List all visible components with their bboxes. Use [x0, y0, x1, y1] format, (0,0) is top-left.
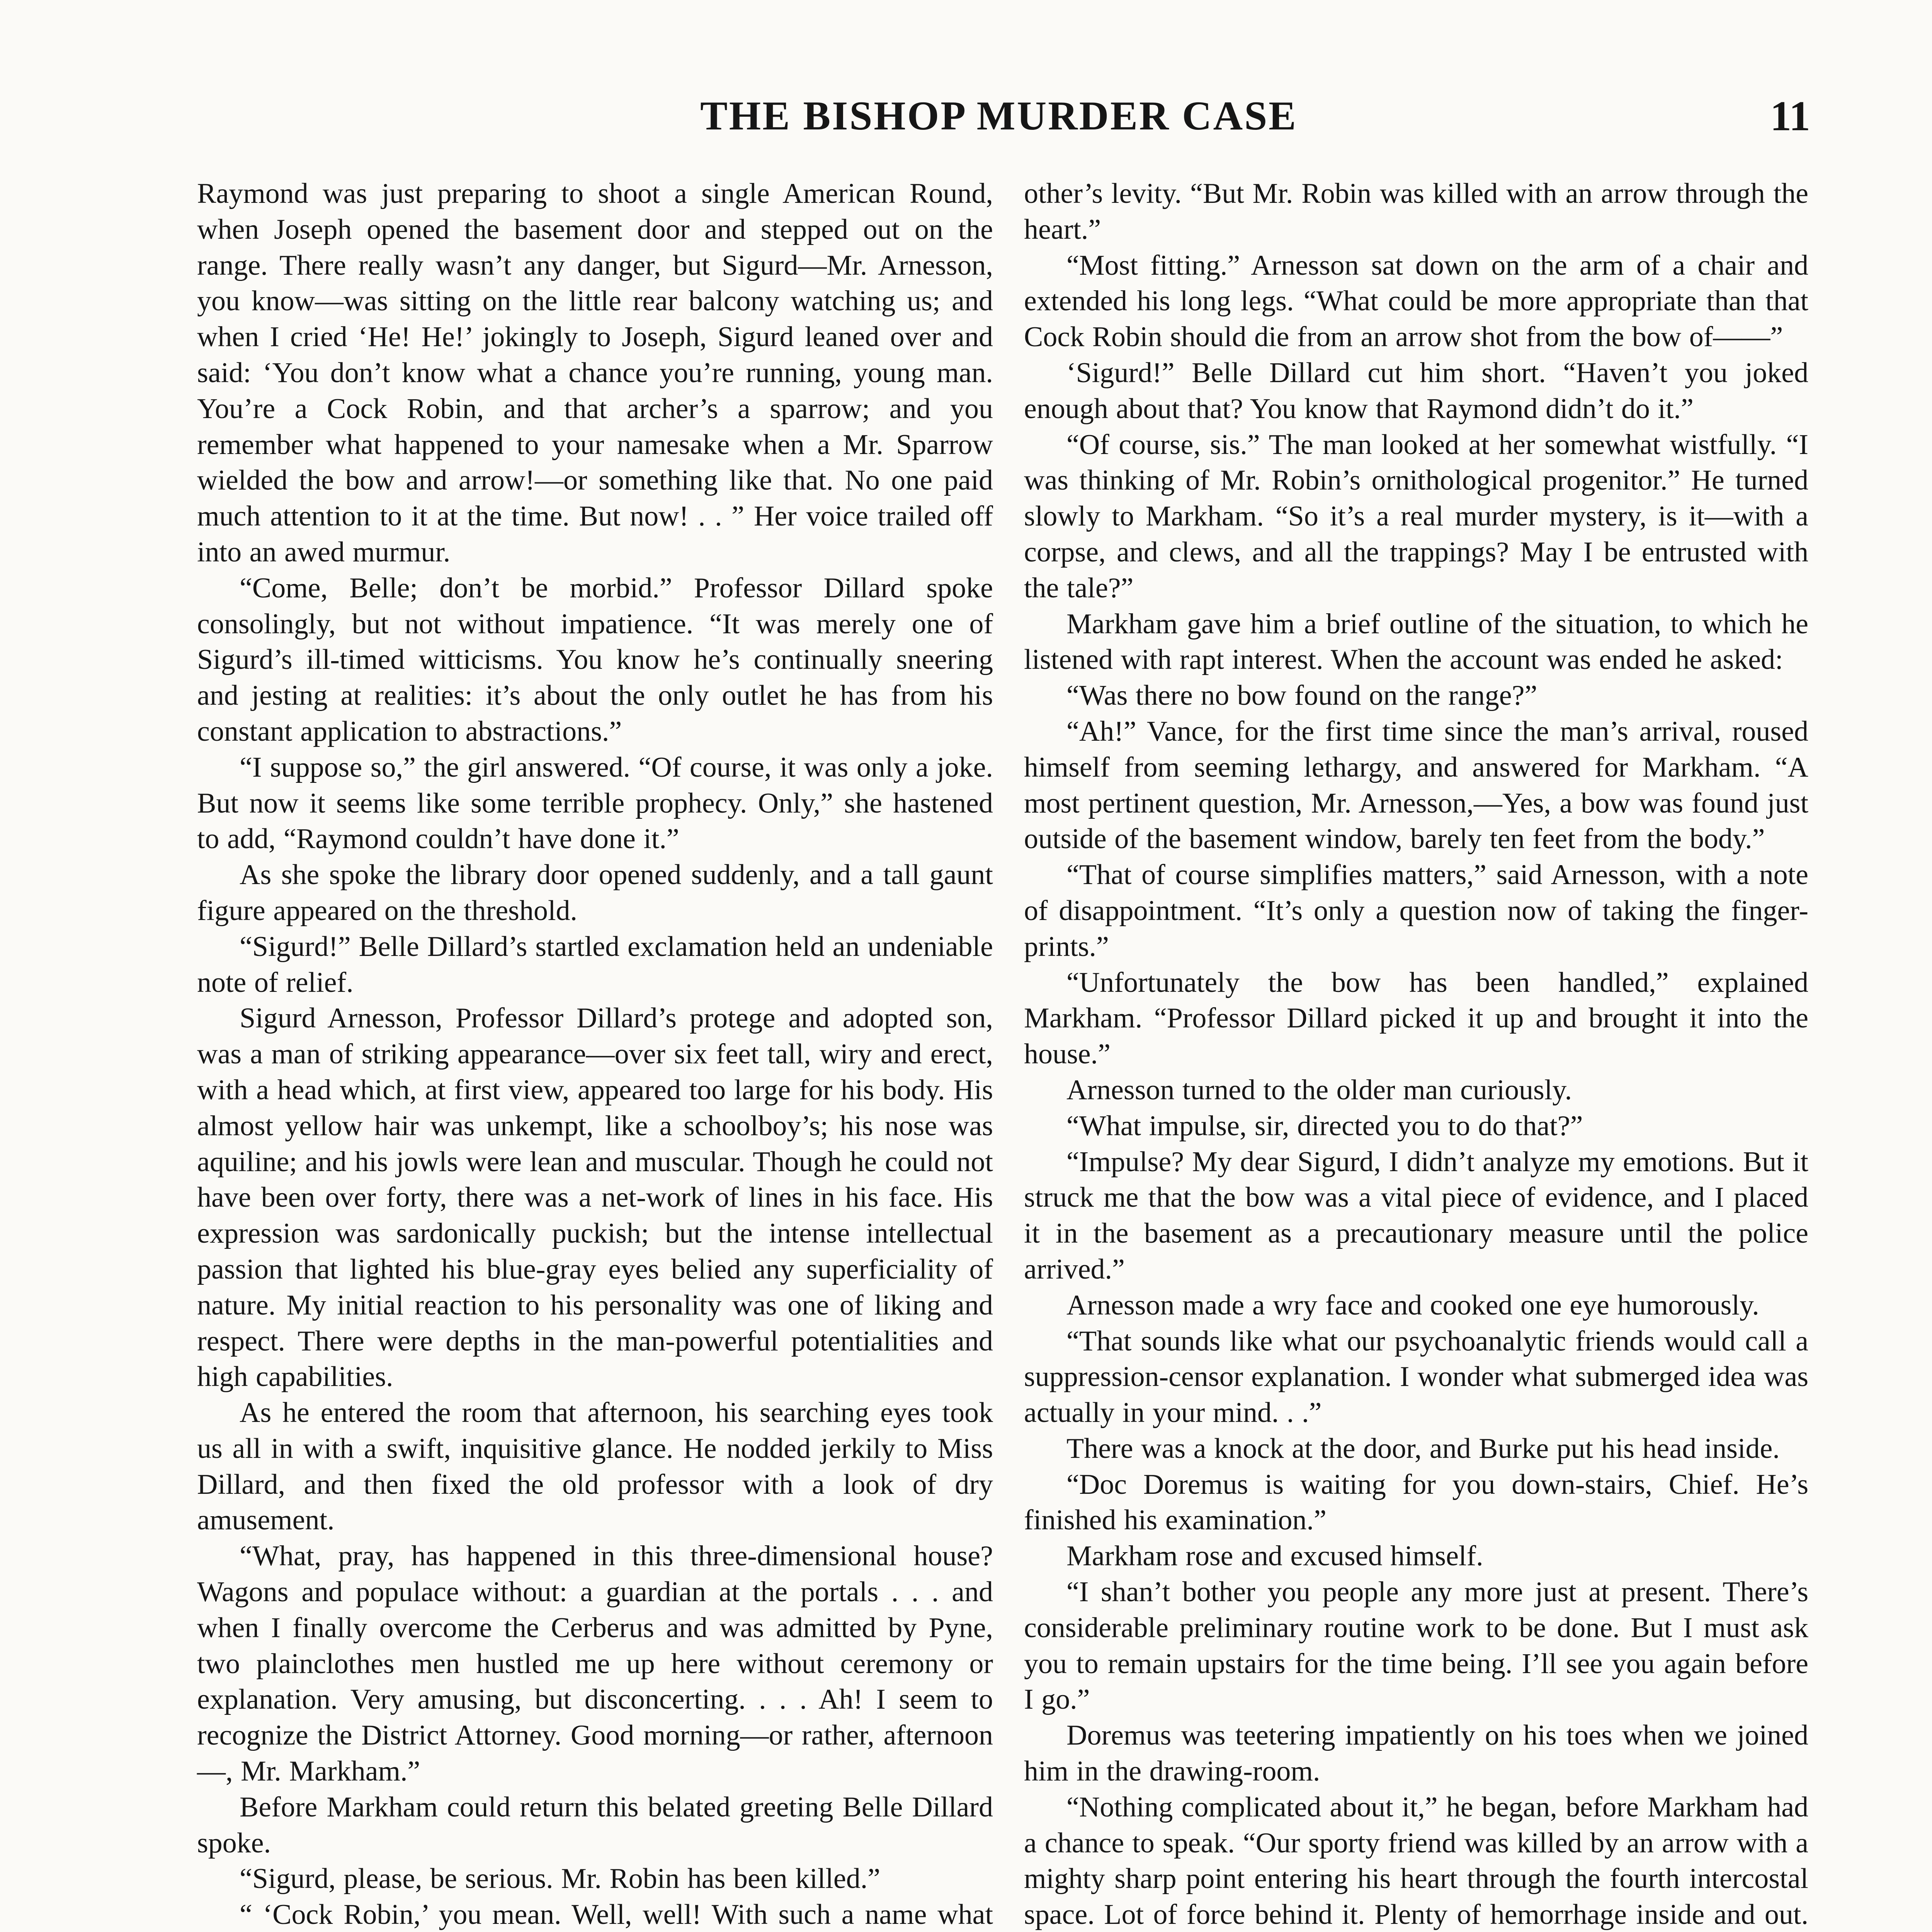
paragraph: Arnesson turned to the older man curiously.	[1066, 1074, 1572, 1106]
paragraph: Raymond was just preparing to shoot a single American Round, when Joseph opened the basement door and stepped out on the range. There really wasn’t any danger, but Sigurd—Mr. Arnesson, you know—was sitting on the little rear balcony watching us; and when I cried ‘He! He!’ jokingly to Joseph, Sigurd leaned over and said: ‘You don’t know what a chance you’re running, young man. You’re a Cock Robin, and that archer’s a sparrow; and you remember what happened to your namesake when a Mr. Sparrow wielded the bow and arrow!—or something like that. No one paid much attention to it at the time. But now! . . ” Her voice trailed off into an awed murmur.	[197, 178, 993, 568]
right-column	[1024, 176, 1808, 1932]
paragraph: other’s levity. “But Mr. Robin was killed with an arrow through the heart.”	[1024, 178, 1808, 245]
paragraph: There was a knock at the door, and Burke put his head inside.	[1066, 1432, 1780, 1464]
page-number: 11	[1770, 92, 1810, 139]
paragraph: “ ‘Cock Robin,’ you mean. Well, well! With such a name what	[240, 1899, 993, 1931]
paragraph: “Ah!” Vance, for the first time since the man’s arrival, roused himself from seeming lethargy, and answered for Markham. “A most pertinent question, Mr. Arnesson,—Yes, a bow was found just outside of the basement window, barely ten feet from the body.”	[1024, 715, 1808, 855]
paragraph: “Unfortunately the bow has been handled,” explained Markham. “Professor Dillard picked it up and brought it into the house.”	[1024, 966, 1808, 1070]
paragraph: “Most fitting.” Arnesson sat down on the arm of a chair and extended his long legs. “What could be more appropriate than that Cock Robin should die from an arrow shot from the bow of——”	[1024, 249, 1808, 353]
paragraph: Doremus was teetering impatiently on his toes when we joined him in the drawing-room.	[1024, 1719, 1808, 1787]
paragraph: “That of course simplifies matters,” said Arnesson, with a note of disappointment. “It’s only a question now of taking the finger-prints.”	[1024, 859, 1808, 963]
paragraph: “That sounds like what our psychoanalytic friends would call a suppression-censor explanation. I wonder what submerged idea was actually in your mind. . .”	[1024, 1325, 1808, 1429]
paragraph: Arnesson made a wry face and cooked one eye humorously.	[1066, 1289, 1759, 1321]
paragraph: “What impulse, sir, directed you to do that?”	[1066, 1110, 1583, 1142]
paragraph: “Nothing complicated about it,” he began, before Markham had a chance to speak. “Our sporty friend was killed by an arrow with a mighty sharp point entering his heart through the fourth intercostal space. Lot of force behind it. Plenty of hemorrhage inside and out.	[1024, 1791, 1808, 1931]
paragraph: Before Markham could return this belated greeting Belle Dillard spoke.	[197, 1791, 993, 1859]
paragraph: As she spoke the library door opened suddenly, and a tall gaunt figure appeared on the threshold.	[197, 859, 993, 927]
paragraph: “Come, Belle; don’t be morbid.” Professor Dillard spoke consolingly, but not without impatience. “It was merely one of Sigurd’s ill-timed witticisms. You know he’s continually sneering and jesting at realities: it’s about the only outlet he has from his constant application to abstractions.”	[197, 572, 993, 747]
paragraph: Markham gave him a brief outline of the situation, to which he listened with rapt interest. When the account was ended he asked:	[1024, 608, 1808, 676]
paragraph: “Doc Doremus is waiting for you down-stairs, Chief. He’s finished his examination.”	[1024, 1468, 1808, 1536]
paragraph: Sigurd Arnesson, Professor Dillard’s protege and adopted son, was a man of striking appearance—over six feet tall, wiry and erect, with a head which, at first view, appeared too large for his body. His almost yellow hair was unkempt, like a schoolboy’s; his nose was aquiline; and his jowls were lean and muscular. Though he could not have been over forty, there was a net-work of lines in his face. His expression was sardonically puckish; but the intense intellectual passion that lighted his blue-gray eyes belied any superficiality of nature. My initial reaction to his personality was one of liking and respect. There were depths in the man-powerful potentialities and high capabilities.	[197, 1002, 993, 1393]
paragraph: “Sigurd, please, be serious. Mr. Robin has been killed.”	[240, 1863, 881, 1895]
paragraph: “Impulse? My dear Sigurd, I didn’t analyze my emotions. But it struck me that the bow was a vital piece of evidence, and I placed it in the basement as a precautionary measure until the police arrived.”	[1024, 1146, 1808, 1285]
running-title: THE BISHOP MURDER CASE	[700, 93, 1298, 138]
paragraph: “Of course, sis.” The man looked at her somewhat wistfully. “I was thinking of Mr. Robin’s ornithological progenitor.” He turned slowly to Markham. “So it’s a real murder mystery, is it—with a corpse, and clews, and all the trappings? May I be entrusted with the tale?”	[1024, 429, 1808, 604]
left-column	[197, 176, 993, 1932]
paragraph: ‘Sigurd!” Belle Dillard cut him short. “Haven’t you joked enough about that? You know that Raymond didn’t do it.”	[1024, 357, 1808, 425]
paragraph: “What, pray, has happened in this three-dimensional house? Wagons and populace without: a guardian at the portals . . . and when I finally overcome the Cerberus and was admitted by Pyne, two plainclothes men hustled me up here without ceremony or explanation. Very amusing, but disconcerting. . . . Ah! I seem to recognize the District Attorney. Good morning—or rather, afternoon—, Mr. Markham.”	[197, 1540, 993, 1787]
running-head	[187, 89, 1810, 143]
paragraph: “I suppose so,” the girl answered. “Of course, it was only a joke. But now it seems like some terrible prophecy. Only,” she hastened to add, “Raymond couldn’t have done it.”	[197, 751, 993, 855]
paragraph: Markham rose and excused himself.	[1066, 1540, 1483, 1572]
paragraph: “Was there no bow found on the range?”	[1066, 680, 1537, 712]
paragraph: “I shan’t bother you people any more just at present. There’s considerable preliminary routine work to be done. But I must ask you to remain upstairs for the time being. I’ll see you again before I go.”	[1024, 1576, 1808, 1716]
paragraph: As he entered the room that afternoon, his searching eyes took us all in with a swift, inquisitive glance. He nodded jerkily to Miss Dillard, and then fixed the old professor with a look of dry amusement.	[197, 1397, 993, 1536]
paragraph: “Sigurd!” Belle Dillard’s startled exclamation held an undeniable note of relief.	[197, 930, 993, 998]
